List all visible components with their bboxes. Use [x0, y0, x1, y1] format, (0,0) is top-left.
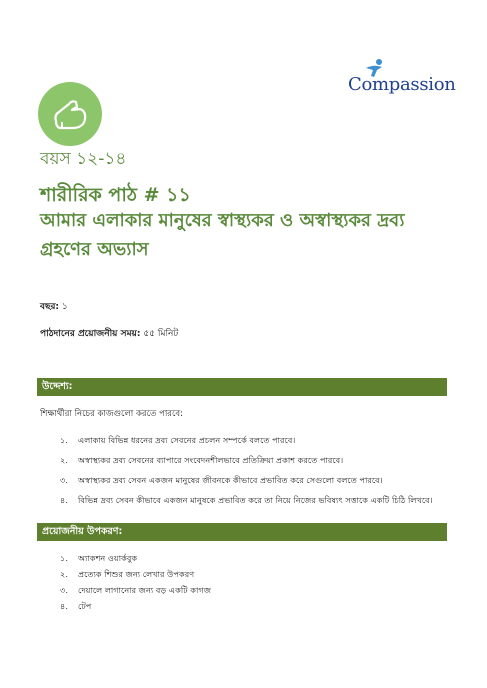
time-label: পাঠদানের প্রয়োজনীয় সময়: [40, 329, 141, 339]
list-item: ৩. দেয়ালে লাগানোর জন্য বড় একটি কাগজ [60, 585, 212, 595]
list-item: ২. প্রত্যেক শিশুর জন্য লেখার উপকরণ [60, 569, 195, 579]
lesson-code: শারীরিক পাঠ # ১১ [40, 184, 191, 206]
list-item: ৪. টেপ [60, 601, 92, 611]
flexed-arm-icon [50, 95, 90, 133]
list-item: ৪. বিভিন্ন দ্রব্য সেবন কীভাবে একজন মানুষকে প্রভাবিত করে তা নিয়ে নিজের ভবিষ্যৎ সত্তাকে একটি চিঠি লিখবে। [60, 495, 433, 505]
flexed-arm-badge [38, 82, 102, 146]
materials-list [60, 551, 211, 615]
objectives-heading: উদ্দেশ্য: [37, 378, 447, 396]
year-label: বছর: [40, 302, 60, 312]
materials-heading: প্রয়োজনীয় উপকরণ: [37, 523, 447, 541]
year-line [40, 299, 68, 314]
time-value: ৫৫ মিনিট [143, 329, 179, 339]
logo-wordmark: Compassion [348, 74, 456, 95]
objectives-list [60, 433, 433, 513]
year-value: ১ [61, 302, 68, 312]
compassion-logo [348, 58, 456, 98]
age-range: বয়স ১২-১৪ [40, 149, 127, 169]
list-item: ৩. অস্বাস্থ্যকর দ্রব্য সেবন একজন মানুষের জীবনকে কীভাবে প্রভাবিত করে সেগুলো বলতে পারবে। [60, 475, 383, 485]
list-item: ২. অস্বাস্থ্যকর দ্রব্য সেবনের ব্যাপারে সংবেদনশীলভাবে প্রতিক্রিয়া প্রকাশ করতে পারবে। [60, 455, 344, 465]
time-line [40, 326, 178, 341]
list-item: ১. এলাকায় বিভিন্ন ধরনের দ্রব্য সেবনের প্রচলন সম্পর্কে বলতে পারবে। [60, 435, 296, 445]
lesson-title: আমার এলাকার মানুষের স্বাস্থ্যকর ও অস্বাস্থ্যকর দ্রব্য গ্রহণের অভ্যাস [40, 210, 405, 260]
objectives-intro: শিক্ষার্থীরা নিচের কাজগুলো করতে পারবে: [40, 409, 183, 419]
list-item: ১. অ্যাকশন ওয়ার্কবুক [60, 553, 138, 563]
